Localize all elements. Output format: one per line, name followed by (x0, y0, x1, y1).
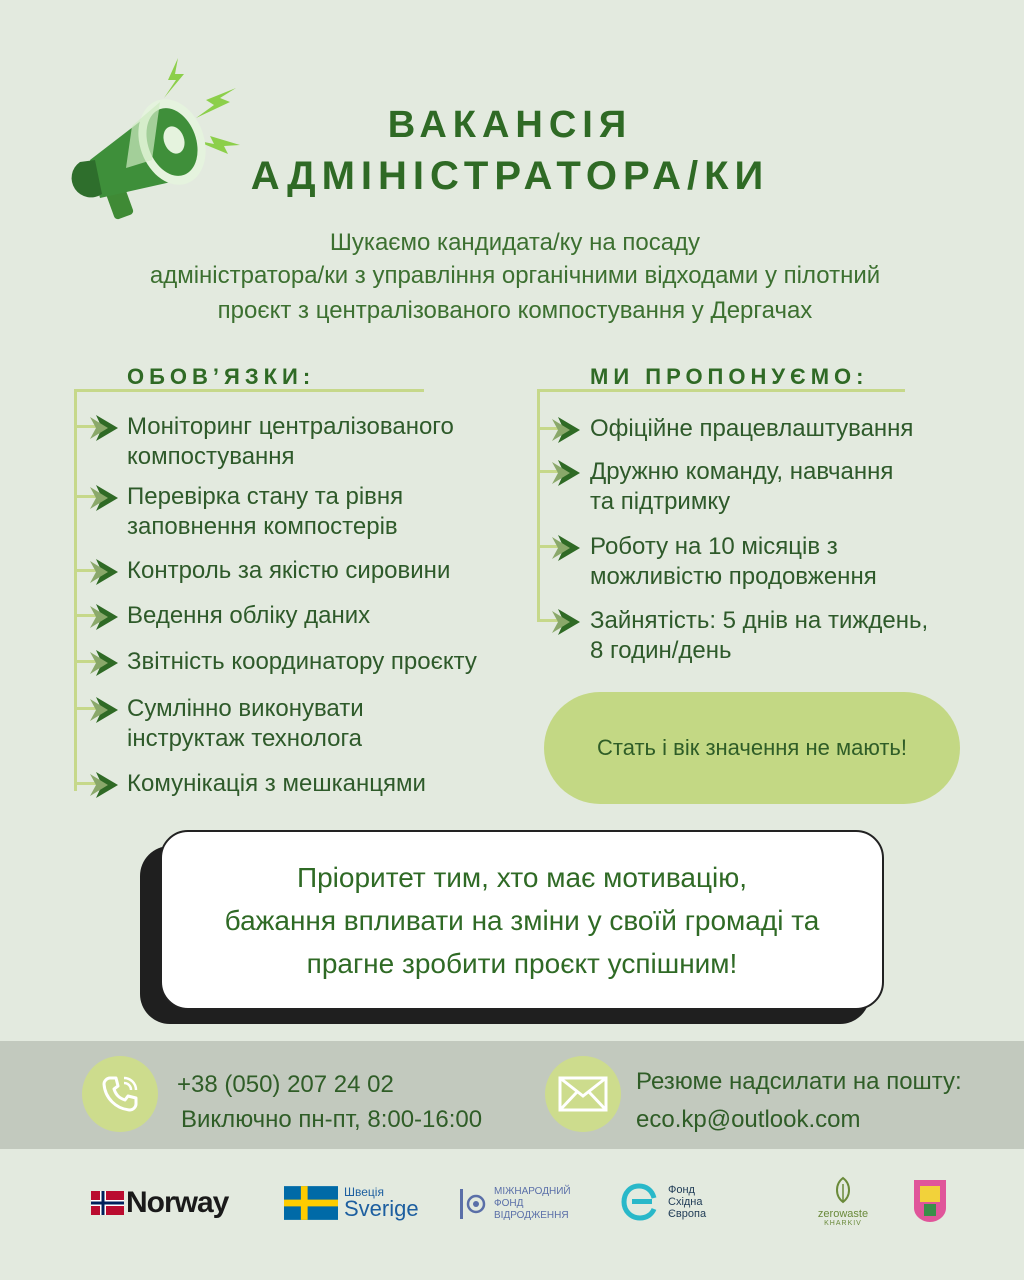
arrow-icon (550, 415, 590, 450)
list-item-line-1: Дружню команду, навчання (590, 458, 894, 485)
age-gender-pill: Стать і вік значення не мають! (544, 692, 960, 804)
email-address[interactable]: eco.kp@outlook.com (636, 1106, 861, 1133)
priority-line-2: бажання впливати на зміни у своїй громаді та (224, 904, 820, 936)
intro-line-2: адміністратора/ки з управління органічними відходами у пілотний (149, 262, 881, 289)
zerowaste-city: KHARKIV (824, 1220, 862, 1227)
list-item-line-1: Перевірка стану та рівня (127, 483, 404, 510)
mail-icon (545, 1056, 621, 1132)
list-item-line-1: Зайнятість: 5 днів на тиждень, (590, 607, 929, 634)
sweden-small-text: Швеція (344, 1185, 384, 1199)
list-item-line-2: заповнення компостерів (127, 513, 398, 540)
arrow-icon (88, 557, 128, 592)
intro-line-3: проєкт з централізованого компостування у Дергачах (217, 297, 813, 324)
arrow-icon (550, 533, 590, 568)
list-item-line-1: Офіційне працевлаштування (590, 415, 914, 442)
sweden-big-text: Sverige (344, 1196, 419, 1221)
list-item (590, 532, 970, 592)
list-item-line-1: Комунікація з мешканцями (127, 770, 426, 797)
zerowaste-logo (812, 1176, 874, 1227)
list-item (127, 556, 527, 586)
norway-flag-icon (91, 1191, 124, 1215)
irf-line-3: ВІДРОДЖЕННЯ (494, 1210, 569, 1221)
eef-icon (620, 1182, 660, 1222)
list-item-line-2: 8 годин/день (590, 637, 732, 664)
list-item-line-1: Роботу на 10 місяців з (590, 533, 838, 560)
list-item (127, 482, 527, 542)
priority-card (160, 830, 884, 1010)
list-item (127, 412, 527, 472)
arrow-icon (88, 770, 128, 805)
duties-timeline (74, 389, 77, 791)
arrow-icon (88, 483, 128, 518)
priority-line-3: прагне зробити проєкт успішним! (306, 947, 738, 979)
offer-timeline (537, 389, 540, 621)
arrow-icon (88, 602, 128, 637)
sweden-flag-icon (284, 1186, 338, 1220)
list-item (127, 694, 527, 754)
phone-icon (82, 1056, 158, 1132)
eef-line-1: Фонд (668, 1184, 695, 1196)
arrow-icon (550, 458, 590, 493)
list-item-line-2: інструктаж технолога (127, 725, 363, 752)
eef-line-3: Європа (668, 1208, 707, 1220)
eef-line-2: Східна (668, 1196, 703, 1208)
list-item (590, 414, 970, 444)
list-item-line-1: Сумлінно виконувати (127, 695, 364, 722)
phone-hours: Виключно пн-пт, 8:00-16:00 (181, 1106, 483, 1133)
sweden-logo (284, 1186, 419, 1220)
coat-of-arms-icon (912, 1178, 948, 1224)
arrow-icon (88, 413, 128, 448)
norway-logo (91, 1186, 228, 1220)
list-item (590, 606, 970, 666)
irf-logo (458, 1186, 571, 1222)
norway-text: Norway (126, 1186, 229, 1219)
zerowaste-text: zerowaste (817, 1208, 869, 1220)
list-item (590, 457, 970, 517)
leaf-icon (831, 1176, 855, 1204)
list-item-line-1: Моніторинг централізованого (127, 413, 454, 440)
phone-number[interactable]: +38 (050) 207 24 02 (177, 1071, 394, 1098)
duties-underline (74, 389, 424, 392)
duties-title: ОБОВ’ЯЗКИ: (127, 364, 316, 389)
irf-icon (458, 1187, 486, 1221)
arrow-icon (550, 607, 590, 642)
list-item (127, 769, 527, 799)
irf-line-2: ФОНД (494, 1198, 524, 1209)
offer-underline (537, 389, 905, 392)
title-line-2: АДМІНІСТРАТОРА/КИ (250, 154, 770, 198)
list-item-line-2: та підтримку (590, 488, 731, 515)
list-item-line-1: Звітність координатору проєкту (127, 648, 477, 675)
irf-line-1: МІЖНАРОДНИЙ (494, 1186, 571, 1197)
offer-title: МИ ПРОПОНУЄМО: (590, 364, 869, 389)
list-item-line-1: Ведення обліку даних (127, 602, 371, 629)
eef-logo (620, 1182, 706, 1222)
list-item-line-2: компостування (127, 443, 295, 470)
arrow-icon (88, 695, 128, 730)
priority-line-1: Пріоритет тим, хто має мотивацію, (296, 861, 747, 893)
intro-line-1: Шукаємо кандидата/ку на посаду (329, 229, 701, 256)
list-item-line-1: Контроль за якістю сировини (127, 557, 451, 584)
mail-label: Резюме надсилати на пошту: (636, 1068, 962, 1095)
title-line-1: ВАКАНСІЯ (387, 104, 633, 146)
list-item (127, 647, 527, 677)
list-item-line-2: можливістю продовження (590, 563, 877, 590)
arrow-icon (88, 648, 128, 683)
list-item (127, 601, 527, 631)
